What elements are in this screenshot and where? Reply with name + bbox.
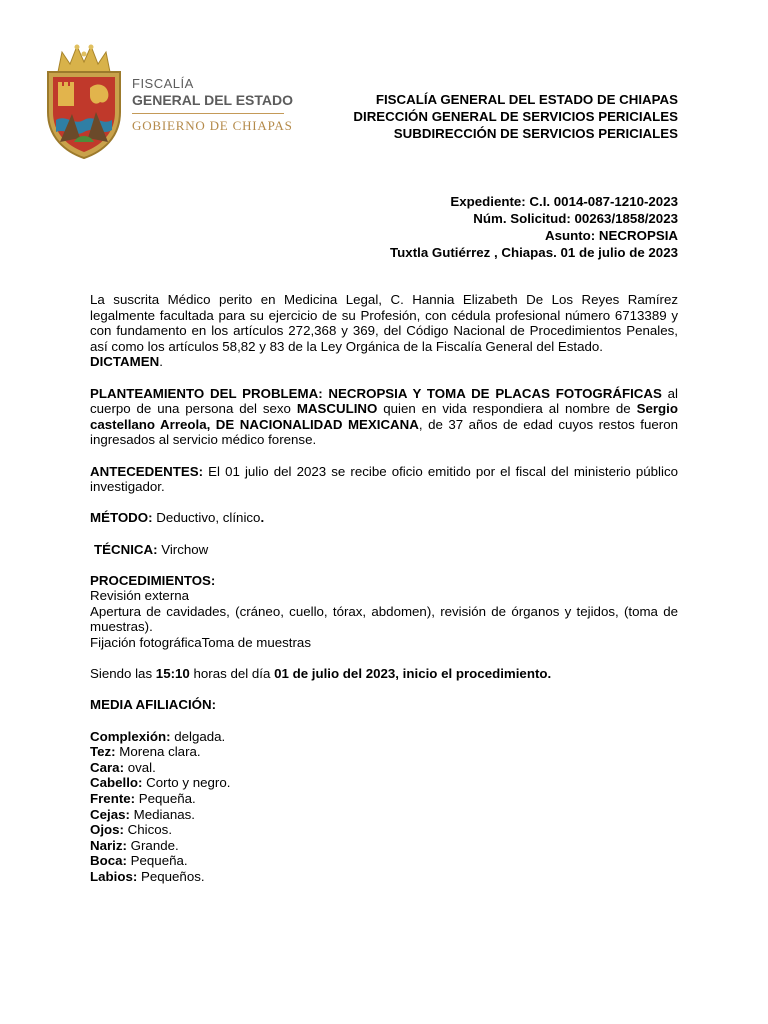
- place-date: Tuxtla Gutiérrez , Chiapas. 01 de julio de 2023: [390, 245, 678, 260]
- procedimiento-item: Revisión externa: [90, 588, 190, 604]
- planteamiento-paragraph: [90, 386, 678, 448]
- afiliacion-row: [90, 838, 678, 854]
- metodo-end: .: [260, 510, 265, 526]
- afiliacion-value: oval.: [124, 759, 156, 775]
- afiliacion-key: Cara:: [90, 759, 124, 775]
- afiliacion-row: [90, 744, 678, 760]
- afiliacion-key: Cabello:: [90, 775, 143, 791]
- dictamen-label: DICTAMEN: [90, 354, 160, 370]
- afiliacion-row: [90, 760, 678, 776]
- coat-of-arms-icon: [44, 42, 124, 162]
- procedimiento-item: Apertura de cavidades, (cráneo, cuello, tórax, abdomen), revisión de órganos y tejidos, (toma de muestras).: [90, 603, 678, 635]
- procedimientos-label: PROCEDIMIENTOS:: [90, 572, 216, 588]
- afiliacion-value: Pequeña.: [126, 853, 188, 869]
- dictamen-end: .: [159, 354, 163, 370]
- inicio-fecha: 01 de julio del 2023, inicio el procedimiento.: [274, 666, 552, 682]
- inicio-text-1: Siendo las: [90, 666, 156, 682]
- afiliacion-key: Nariz:: [90, 837, 127, 853]
- inicio-text-2: horas del día: [189, 666, 275, 682]
- media-afiliacion-list: [90, 729, 678, 885]
- afiliacion-row: [90, 791, 678, 807]
- afiliacion-value: Pequeña.: [135, 791, 196, 806]
- logo-line-fiscalia: FISCALÍA: [132, 76, 194, 91]
- institution-logo: [44, 42, 294, 162]
- logo-divider: [132, 113, 284, 114]
- logo-line-general: GENERAL DEL ESTADO: [132, 92, 294, 108]
- case-metadata: [390, 193, 678, 261]
- dictamen-heading: [90, 354, 678, 370]
- logo-text: [132, 76, 293, 134]
- media-afiliacion-label: MEDIA AFILIACIÓN:: [90, 697, 217, 713]
- afiliacion-row: [90, 775, 678, 791]
- afiliacion-value: delgada.: [170, 728, 226, 744]
- afiliacion-row: [90, 869, 678, 885]
- planteamiento-text-3: , de 37 años de edad cuyos restos fueron ingresados al servicio médico forense.: [90, 416, 679, 448]
- header-line-3: SUBDIRECCIÓN DE SERVICIOS PERICIALES: [393, 126, 678, 141]
- expediente: Expediente: C.I. 0014-087-1210-2023: [450, 194, 678, 209]
- planteamiento-name: Sergio castellano Arreola, DE NACIONALIDAD MEXICANA: [90, 401, 678, 432]
- procedimientos-section: [90, 573, 678, 651]
- document-header: [353, 91, 678, 142]
- afiliacion-row: [90, 853, 678, 869]
- afiliacion-row: [90, 807, 678, 823]
- antecedentes-paragraph: [90, 464, 678, 495]
- afiliacion-key: Labios:: [90, 868, 138, 884]
- document-body: [90, 292, 678, 885]
- afiliacion-key: Ojos:: [90, 822, 124, 838]
- inicio-hora: 15:10: [155, 666, 190, 682]
- header-line-2: DIRECCIÓN GENERAL DE SERVICIOS PERICIALES: [353, 109, 678, 124]
- logo-line-gobierno: GOBIERNO DE CHIAPAS: [132, 118, 293, 133]
- inicio-line: [90, 666, 678, 682]
- planteamiento-text-1: al cuerpo de una persona del sexo: [90, 385, 679, 417]
- afiliacion-value: Morena clara.: [115, 744, 201, 760]
- afiliacion-value: Pequeños.: [137, 868, 205, 884]
- afiliacion-key: Complexión:: [90, 728, 171, 744]
- afiliacion-value: Grande.: [126, 837, 179, 853]
- metodo-line: [90, 510, 678, 526]
- procedimiento-item: Fijación fotográficaToma de muestras: [90, 635, 311, 651]
- afiliacion-value: Corto y negro.: [142, 775, 231, 791]
- afiliacion-row: [90, 822, 678, 838]
- metodo-text: Deductivo, clínico: [152, 510, 261, 526]
- asunto: Asunto: NECROPSIA: [545, 228, 678, 243]
- afiliacion-key: Boca:: [90, 853, 127, 869]
- afiliacion-value: Chicos.: [123, 822, 173, 838]
- header-line-1: FISCALÍA GENERAL DEL ESTADO DE CHIAPAS: [375, 92, 678, 107]
- antecedentes-text: El 01 julio del 2023 se recibe oficio emitido por el fiscal del ministerio público investigador.: [90, 463, 678, 495]
- afiliacion-key: Frente:: [90, 791, 136, 806]
- tecnica-label: TÉCNICA:: [94, 541, 158, 557]
- afiliacion-key: Cejas:: [90, 806, 130, 822]
- planteamiento-sex: MASCULINO: [296, 401, 378, 417]
- planteamiento-label: PLANTEAMIENTO DEL PROBLEMA: NECROPSIA Y TOMA DE PLACAS FOTOGRÁFICAS: [90, 385, 662, 401]
- afiliacion-key: Tez:: [90, 744, 116, 760]
- antecedentes-label: ANTECEDENTES:: [90, 463, 204, 479]
- solicitud-number: Núm. Solicitud: 00263/1858/2023: [473, 211, 678, 226]
- tecnica-line: [90, 542, 678, 558]
- afiliacion-value: Medianas.: [129, 806, 195, 822]
- planteamiento-text-2: quien en vida respondiera al nombre de: [377, 401, 637, 417]
- metodo-label: MÉTODO:: [90, 510, 153, 526]
- tecnica-text: Virchow: [157, 541, 209, 557]
- intro-paragraph: La suscrita Médico perito en Medicina Legal, C. Hannia Elizabeth De Los Reyes Ramírez legalmente facultada para su ejercicio de su Profesión, con cédula profesional número 6713389 y con fundamento en los artículos 272,368 y 369, del Código Nacional de Procedimientos Penales, así como los artículos 58,82 y 83 de la Ley Orgánica de la Fiscalía General del Estado.: [90, 292, 678, 354]
- afiliacion-row: [90, 729, 678, 745]
